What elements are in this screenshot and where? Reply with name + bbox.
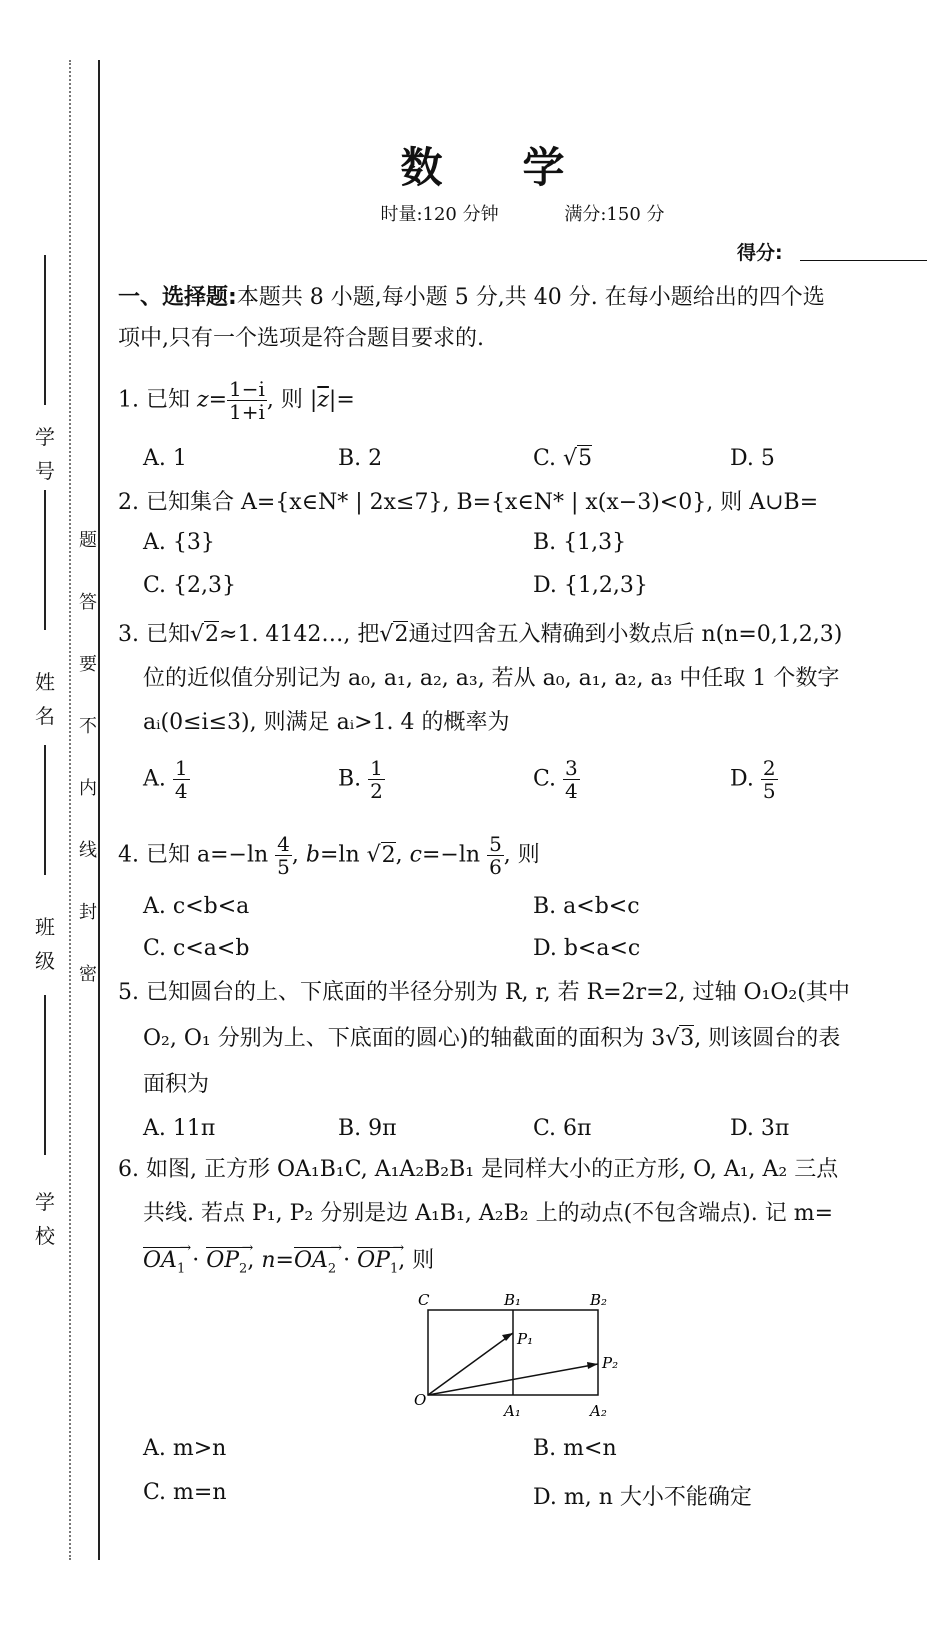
q3-option-a[interactable]: A. $\frac{1}{4}$ [143,756,188,803]
question-5-line3: 面积为 [143,1072,210,1097]
side-line-student-id [44,255,46,405]
q4-option-a[interactable]: A. c<b<a [143,894,250,919]
q4-option-b[interactable]: B. a<b<c [533,894,640,919]
question-5-line1: 5. 已知圆台的上、下底面的半径分别为 R, r, 若 R=2r=2, 过轴 O₁O₂(其中 [118,980,850,1005]
score-label: 得分: [737,242,783,264]
q5-option-b[interactable]: B. 9π [338,1116,397,1141]
q6-option-c[interactable]: C. m=n [143,1480,227,1505]
label-p1: P₁ [517,1330,534,1348]
exam-full-score: 满分:150 分 [564,204,665,225]
question-2: 2. 已知集合 A={x∈N* | 2x≤7}, B={x∈N* | x(x−3)<0}, 则 A∪B= [118,490,819,515]
question-6-line1: 6. 如图, 正方形 OA₁B₁C, A₁A₂B₂B₁ 是同样大小的正方形, O, A₁, A₂ 三点 [118,1157,839,1182]
label-b1: B₁ [504,1291,522,1309]
side-line-class-top [44,745,46,875]
q6-option-a[interactable]: A. m>n [143,1436,227,1461]
q5-option-d[interactable]: D. 3π [730,1116,790,1141]
q1-option-a[interactable]: A. 1 [143,446,187,471]
q6-option-b[interactable]: B. m<n [533,1436,617,1461]
question-3-line3: aᵢ(0≤i≤3), 则满足 aᵢ>1. 4 的概率为 [143,710,510,735]
side-line-name-top [44,490,46,630]
exam-time: 时量:120 分钟 [380,204,499,225]
q5-option-c[interactable]: C. 6π [533,1116,592,1141]
q2-option-d[interactable]: D. {1,2,3} [533,573,648,598]
label-a1: A₁ [504,1402,521,1420]
page-title: 数学 [400,143,645,192]
label-o: O [414,1391,427,1409]
q4-option-d[interactable]: D. b<a<c [533,936,641,961]
q2-option-b[interactable]: B. {1,3} [533,530,627,555]
seal-text: 题 答 要 不 内 线 封 密 [79,530,97,985]
q1-option-c[interactable]: C. √5 [533,446,593,471]
label-c: C [418,1291,430,1309]
question-3-line2: 位的近似值分别记为 a₀, a₁, a₂, a₃, 若从 a₀, a₁, a₂, a₃ 中任取 1 个数字 [143,666,840,691]
question-3-line1: 3. 已知√2≈1. 4142…, 把√2通过四舍五入精确到小数点后 n(n=0,1,2,3) [118,622,843,647]
q2-option-c[interactable]: C. {2,3} [143,573,237,598]
q6-option-d[interactable]: D. m, n 大小不能确定 [533,1485,752,1510]
question-4: 4. 已知 a=−ln $\frac{4}{5}$ , b=ln √2, c=−ln $\frac{5}{6}$ , 则 [118,832,540,879]
side-label-student-id: 学号 [35,425,55,483]
q1-option-d[interactable]: D. 5 [730,446,775,471]
label-b2: B₂ [590,1291,608,1309]
side-label-name: 姓名 [35,670,55,728]
q3-option-b[interactable]: B. $\frac{1}{2}$ [338,756,383,803]
section-description: 项中,只有一个选项是符合题目要求的. [118,326,484,351]
vector-op1 [428,1333,513,1395]
question-6-line3: $OA_1$ → · $OP_2$ →, $n=OA_2$ → · $OP_1$ →, 则 [143,1246,434,1284]
label-a2: A₂ [590,1402,607,1420]
side-label-school: 学校 [35,1190,55,1248]
question-1: 1. 已知 z= $\frac{1-i}{1+i}$ , 则 $|\overline{z}|=$ [118,377,355,424]
exam-meta [0,200,950,226]
label-p2: P₂ [602,1354,619,1372]
score-blank[interactable] [800,260,927,261]
question-6-line2: 共线. 若点 P₁, P₂ 分别是边 A₁B₁, A₂B₂ 上的动点(不包含端点). 记 m= [143,1201,834,1226]
cut-line-dotted [69,60,71,1560]
q2-option-a[interactable]: A. {3} [143,530,215,555]
side-line-school-top [44,995,46,1155]
q3-option-d[interactable]: D. $\frac{2}{5}$ [730,756,776,803]
q5-option-a[interactable]: A. 11π [143,1116,216,1141]
section-heading: 一、选择题:本题共 8 小题,每小题 5 分,共 40 分. 在每小题给出的四个选 [118,285,825,310]
q3-option-c[interactable]: C. $\frac{3}{4}$ [533,756,578,803]
q4-option-c[interactable]: C. c<a<b [143,936,250,961]
q6-figure [410,1288,630,1428]
question-5-line2: O₂, O₁ 分别为上、下底面的圆心)的轴截面的面积为 3√3, 则该圆台的表 [143,1026,841,1051]
q1-option-b[interactable]: B. 2 [338,446,383,471]
arrow-head-p2 [587,1362,598,1369]
side-label-class: 班级 [35,915,55,973]
